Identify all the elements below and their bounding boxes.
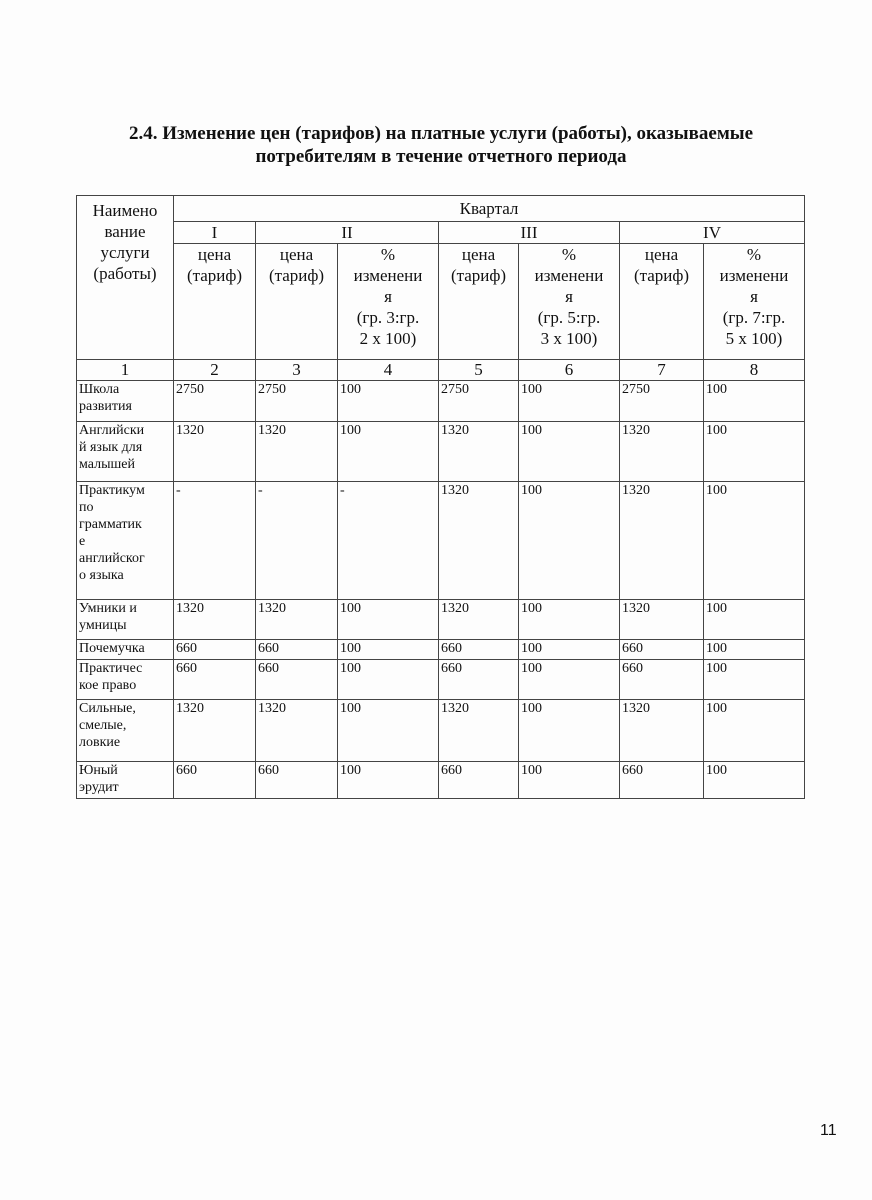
quarter-header-4: IV: [620, 222, 805, 244]
quarter-header-3: III: [439, 222, 620, 244]
service-name-line: Почемучка: [79, 641, 145, 656]
quarter-header-1: I: [174, 222, 256, 244]
value-cell: 100: [519, 600, 620, 640]
column-number: 6: [519, 360, 620, 381]
page-number: 11: [820, 1122, 837, 1139]
table-row: [77, 422, 805, 482]
value-cell: -: [256, 482, 338, 600]
service-name-line: е: [79, 534, 86, 549]
value-cell: 660: [439, 762, 519, 799]
pct-header-q3: % изменени я (гр. 5:гр. 3 х 100): [519, 244, 620, 360]
value-cell: 1320: [256, 600, 338, 640]
value-cell: 1320: [620, 700, 704, 762]
table-row: [77, 700, 805, 762]
value-cell: 660: [620, 762, 704, 799]
price-change-table: [76, 195, 805, 799]
value-cell: 1320: [439, 700, 519, 762]
service-name-line: Школа: [79, 382, 120, 397]
value-cell: 2750: [256, 381, 338, 422]
service-name-line: кое право: [79, 678, 137, 693]
value-cell: 1320: [174, 700, 256, 762]
service-name-line: по: [79, 500, 94, 515]
value-cell: 660: [174, 762, 256, 799]
value-cell: 2750: [174, 381, 256, 422]
value-cell: 100: [338, 422, 439, 482]
value-cell: 100: [704, 482, 805, 600]
table-row: [77, 482, 805, 600]
value-cell: 1320: [256, 422, 338, 482]
table-row: [77, 640, 805, 660]
service-name-cell: [77, 482, 174, 600]
service-name-line: Практикум: [79, 483, 145, 498]
value-cell: 2750: [439, 381, 519, 422]
value-cell: 100: [704, 700, 805, 762]
value-cell: 660: [174, 660, 256, 700]
pct-header-q4: % изменени я (гр. 7:гр. 5 х 100): [704, 244, 805, 360]
value-cell: 660: [439, 660, 519, 700]
service-name-line: смелые,: [79, 718, 127, 733]
service-name-line: малышей: [79, 457, 135, 472]
value-cell: 1320: [174, 600, 256, 640]
value-cell: 660: [256, 762, 338, 799]
service-name-line: Юный: [79, 763, 118, 778]
value-cell: 100: [519, 762, 620, 799]
service-name-line: английског: [79, 551, 145, 566]
value-cell: 1320: [174, 422, 256, 482]
value-cell: 100: [519, 700, 620, 762]
column-number: 8: [704, 360, 805, 381]
pct-header-q2: % изменени я (гр. 3:гр. 2 х 100): [338, 244, 439, 360]
value-cell: 100: [338, 700, 439, 762]
column-number-row: [77, 360, 805, 381]
value-cell: 100: [338, 381, 439, 422]
title-line-1: 2.4. Изменение цен (тарифов) на платные услуги (работы), оказываемые: [128, 123, 754, 144]
table-row: [77, 600, 805, 640]
column-number: 3: [256, 360, 338, 381]
service-name-cell: [77, 762, 174, 799]
section-title: [76, 122, 806, 168]
value-cell: -: [338, 482, 439, 600]
value-cell: 660: [620, 640, 704, 660]
value-cell: 660: [620, 660, 704, 700]
price-header-q1: цена (тариф): [174, 244, 256, 360]
table-row: [77, 762, 805, 799]
value-cell: 100: [338, 660, 439, 700]
value-cell: 100: [519, 482, 620, 600]
service-name-line: й язык для: [79, 440, 143, 455]
value-cell: 100: [519, 640, 620, 660]
value-cell: 100: [519, 660, 620, 700]
value-cell: 1320: [439, 422, 519, 482]
price-header-q2: цена (тариф): [256, 244, 338, 360]
value-cell: 1320: [439, 600, 519, 640]
service-name-cell: [77, 660, 174, 700]
table-body: [77, 381, 805, 799]
price-header-q4: цена (тариф): [620, 244, 704, 360]
service-name-line: умницы: [79, 618, 127, 633]
value-cell: 100: [338, 762, 439, 799]
service-name-cell: [77, 600, 174, 640]
value-cell: 1320: [256, 700, 338, 762]
value-cell: 100: [519, 381, 620, 422]
value-cell: 100: [519, 422, 620, 482]
value-cell: 2750: [620, 381, 704, 422]
value-cell: 1320: [620, 422, 704, 482]
value-cell: 100: [704, 762, 805, 799]
service-name-line: Умники и: [79, 601, 137, 616]
value-cell: 1320: [620, 482, 704, 600]
service-name-line: грамматик: [79, 517, 142, 532]
service-name-line: ловкие: [79, 735, 121, 750]
value-cell: 100: [704, 600, 805, 640]
service-name-line: эрудит: [79, 780, 119, 795]
service-name-line: Практичес: [79, 661, 143, 676]
title-line-2: потребителям в течение отчетного периода: [255, 146, 627, 167]
value-cell: 660: [439, 640, 519, 660]
service-name-cell: [77, 381, 174, 422]
table-row: [77, 381, 805, 422]
service-name-line: развития: [79, 399, 132, 414]
column-number: 2: [174, 360, 256, 381]
column-number: 7: [620, 360, 704, 381]
value-cell: 100: [338, 600, 439, 640]
value-cell: 100: [338, 640, 439, 660]
value-cell: -: [174, 482, 256, 600]
value-cell: 1320: [620, 600, 704, 640]
service-name-line: о языка: [79, 568, 124, 583]
price-header-q3: цена (тариф): [439, 244, 519, 360]
column-number: 5: [439, 360, 519, 381]
service-name-cell: [77, 422, 174, 482]
service-name-cell: [77, 640, 174, 660]
value-cell: 100: [704, 381, 805, 422]
quarter-header-2: II: [256, 222, 439, 244]
value-cell: 660: [256, 640, 338, 660]
service-name-line: Английски: [79, 423, 145, 438]
table-row: [77, 660, 805, 700]
value-cell: 660: [256, 660, 338, 700]
service-name-line: Сильные,: [79, 701, 136, 716]
value-cell: 100: [704, 640, 805, 660]
value-cell: 660: [174, 640, 256, 660]
name-column-header: Наимено вание услуги (работы): [77, 196, 174, 360]
value-cell: 100: [704, 660, 805, 700]
column-number: 1: [77, 360, 174, 381]
value-cell: 1320: [439, 482, 519, 600]
quarter-group-header: Квартал: [174, 196, 805, 222]
service-name-cell: [77, 700, 174, 762]
value-cell: 100: [704, 422, 805, 482]
column-number: 4: [338, 360, 439, 381]
